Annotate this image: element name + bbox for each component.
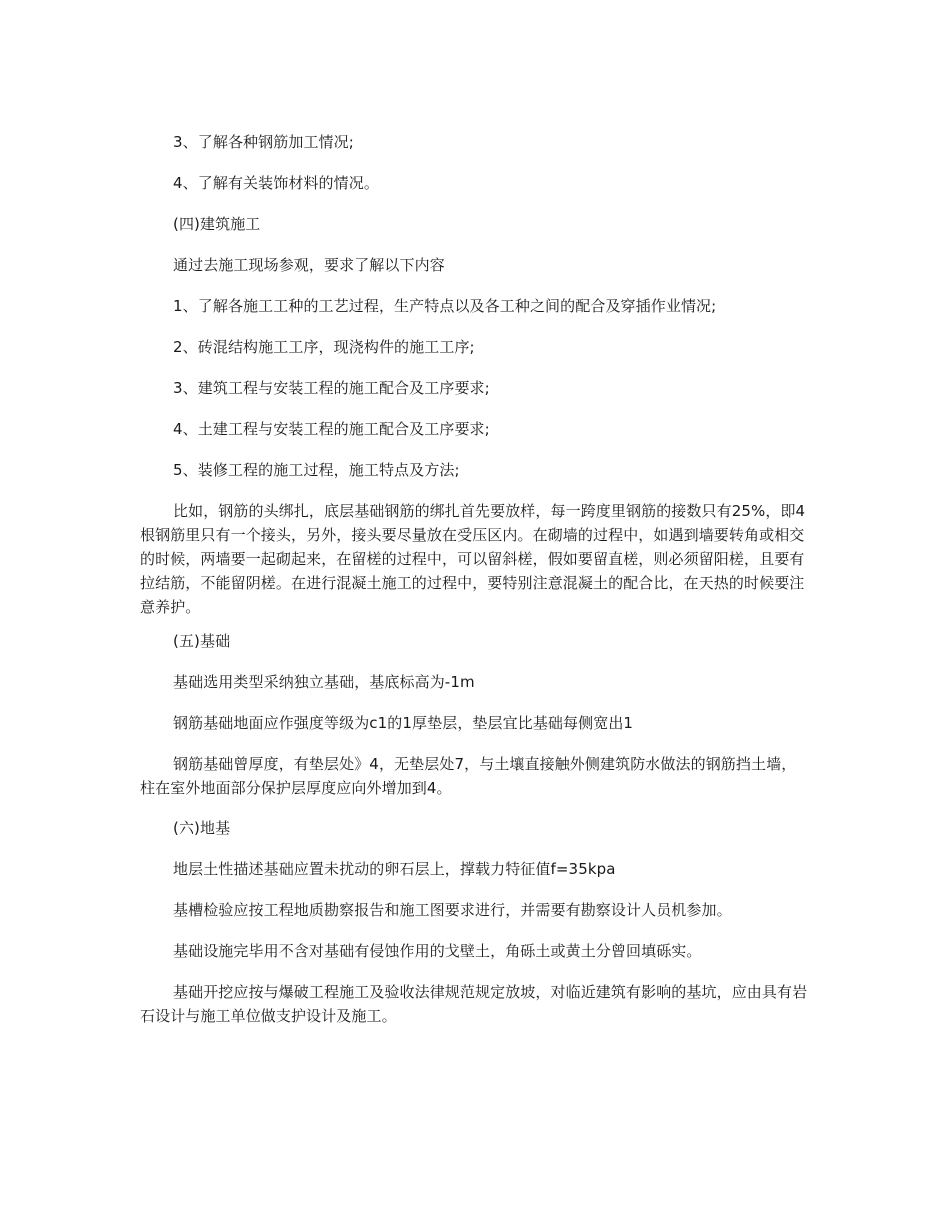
paragraph-requirement-2: 2、砖混结构施工工序，现浇构件的施工工序; [173, 338, 475, 356]
paragraph-intro: 通过去施工现场参观，要求了解以下内容 [173, 256, 445, 274]
section-heading-construction: (四)建筑施工 [173, 215, 261, 233]
paragraph-foundation-cushion: 钢筋基础地面应作强度等级为c1的1厚垫层，垫层宜比基础每侧宽出1 [173, 714, 634, 732]
paragraph-example: 比如，钢筋的头绑扎，底层基础钢筋的绑扎首先要放样，每一跨度里钢筋的接数只有25%，即4根钢筋里只有一个接头，另外，接头要尽量放在受压区内。在砌墙的过程中，如遇到墙要转角或相交的时候，两墙要一起砌起来，在留槎的过程中，可以留斜槎，假如要留直槎，则必须留阳槎，且要有拉结筋，不能留阴槎。在进行混凝土施工的过程中，要特别注意混凝土的配合比，在天热的时候要注意养护。 [140, 502, 806, 616]
section-heading-foundation: (五)基础 [173, 632, 231, 650]
paragraph-requirement-3: 3、建筑工程与安装工程的施工配合及工序要求; [173, 379, 490, 397]
paragraph-foundation-type: 基础选用类型采纳独立基础，基底标高为-1m [173, 673, 475, 691]
paragraph-subgrade-backfill: 基础设施完毕用不含对基础有侵蚀作用的戈壁土，角砾土或黄土分曾回填砾实。 [173, 942, 702, 960]
paragraph-subgrade-soil: 地层土性描述基础应置未扰动的卵石层上，撑载力特征值f=35kpa [173, 860, 616, 878]
paragraph-subgrade-excavation: 基础开挖应按与爆破工程施工及验收法律规范规定放坡，对临近建筑有影响的基坑，应由具有岩石设计与施工单位做支护设计及施工。 [140, 983, 808, 1025]
paragraph-item-3: 3、了解各种钢筋加工情况; [173, 133, 354, 151]
section-heading-subgrade: (六)地基 [173, 819, 231, 837]
paragraph-subgrade-inspection: 基槽检验应按工程地质勘察报告和施工图要求进行，并需要有勘察设计人员机参加。 [173, 901, 732, 919]
paragraph-item-4: 4、了解有关装饰材料的情况。 [173, 174, 379, 192]
paragraph-requirement-4: 4、土建工程与安装工程的施工配合及工序要求; [173, 420, 490, 438]
paragraph-requirement-1: 1、了解各施工工种的工艺过程，生产特点以及各工种之间的配合及穿插作业情况; [173, 297, 717, 315]
paragraph-requirement-5: 5、装修工程的施工过程，施工特点及方法; [173, 461, 460, 479]
paragraph-foundation-cover: 钢筋基础曾厚度，有垫层处》4，无垫层处7，与土壤直接触外侧建筑防水做法的钢筋挡土墙，柱在室外地面部分保护层厚度应向外增加到4。 [140, 755, 797, 797]
